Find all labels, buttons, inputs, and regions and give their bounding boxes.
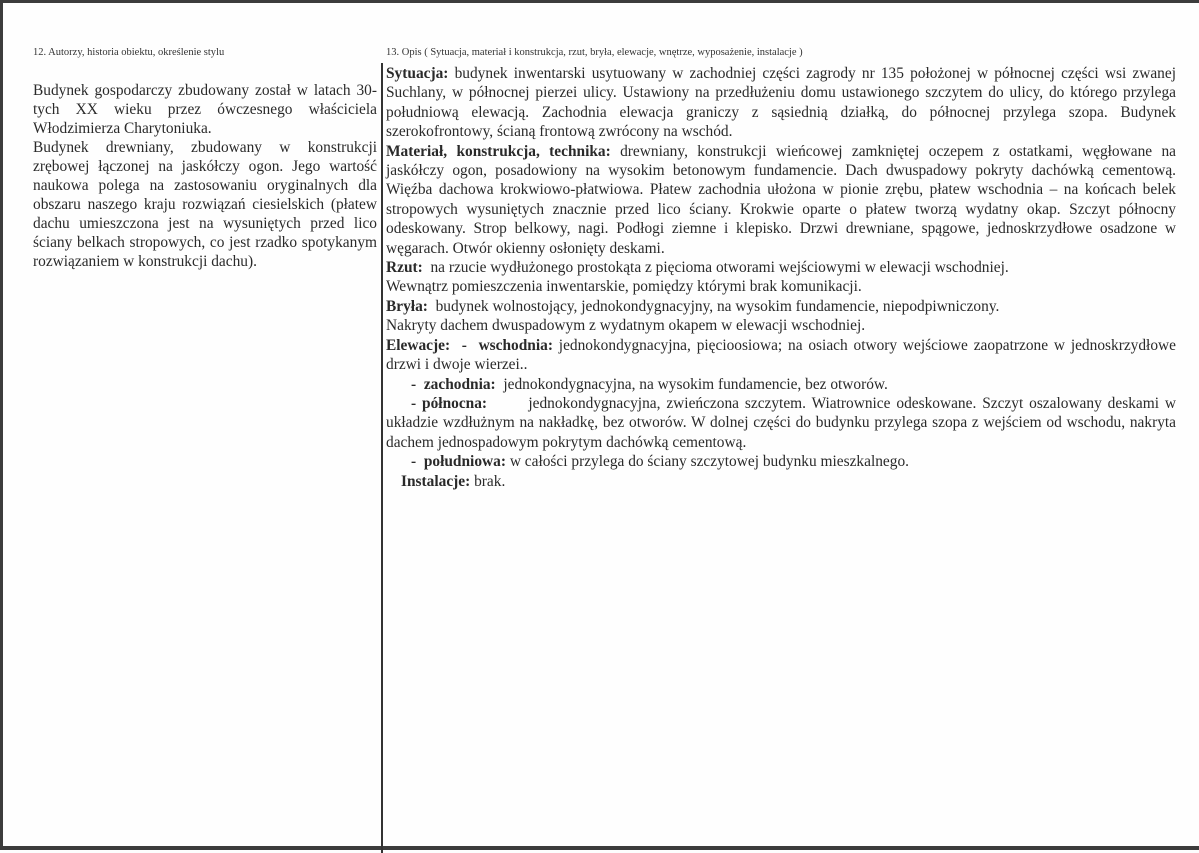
field-label-13: 13. Opis ( Sytuacja, materiał i konstrukcja, rzut, bryła, elewacje, wnętrze, wyposażenie, instalacje ) (386, 47, 803, 58)
material-text: drewniany, konstrukcji wieńcowej zamkniętej oczepem z ostatkami, węgłowane na jaskółczy ogon, posadowiony na wysokim betonowym fundamencie. Dach dwuspadowy pokryty dachówką cementową. Więźba dachowa krokwiowo-płatwiowa. Płatew zachodnia ułożona w pionie zrębu, płatew wschodnia – na końcach belek stropowych wysuniętych znacznie przed lico ściany. Krokwie oparte o płatew tworzą wydatny okap. Szczyt północny odeskowany. Strop belkowy, nagi. Podłogi ziemne i klepisko. Drzwi drewniane, spągowe, jednoskrzydłowe osadzone w węgarach. Otwór okienny osłonięty deskami. (386, 142, 1176, 257)
elewacja-name-zachodnia: zachodnia: (423, 375, 496, 393)
bryla-roof: Nakryty dachem dwuspadowym z wydatnym okapem w elewacji wschodniej. (386, 317, 866, 335)
bryla-text: budynek wolnostojący, jednokondygnacyjny, na wysokim fundamencie, niepodpiwniczony. (435, 297, 1000, 315)
field-label-12: 12. Autorzy, historia obiektu, określenie stylu (33, 47, 225, 58)
material-paragraph (386, 142, 1176, 258)
elewacje-poludniowa (386, 452, 1176, 471)
elewacje-polnocna (386, 394, 1176, 452)
rzut-heading: Rzut: (386, 259, 423, 277)
elewacja-text-wschodnia: jednokondygnacyjna, pięcioosiowa; na osiach otwory wejściowe zaopatrzone w jednoskrzydłowe drzwi i dwoje wierzei.. (386, 336, 1176, 374)
sytuacja-text: budynek inwentarski usytuowany w zachodniej części zagrody nr 135 położonej w północnej części wsi zwanej Suchlany, w północnej pierzei ulicy. Ustawiony na przedłużeniu domu ustawionego szczytem do ulicy, do którego przylega południową elewacją. Zachodnia elewacja graniczy z sąsiednią działką, do północnej przylega szopa. Budynek szerokofrontowy, ścianą frontową zwrócony na wschód. (386, 65, 1176, 141)
elewacja-prefix: - (411, 453, 417, 471)
elewacje-heading: Elewacje: (386, 336, 451, 354)
rzut-interior: Wewnątrz pomieszczenia inwentarskie, pomiędzy którymi brak komunikacji. (386, 278, 862, 296)
elewacja-text-zachodnia: jednokondygnacyjna, na wysokim fundamencie, bez otworów. (503, 375, 888, 393)
style-paragraph: Budynek drewniany, zbudowany w konstrukcji zrębowej łączonej na jaskółczy ogon. Jego wartość naukowa polega na zastosowaniu oryginalnych dla obszaru naszego kraju rozwiązań ciesielskich (płatew dachu umieszczona jest na wysuniętych przed lico ściany belkach stropowych, co jest rzadko spotykanym rozwiązaniem w konstrukcji dachu). (33, 139, 377, 270)
elewacja-text-poludniowa: w całości przylega do ściany szczytowej budynku mieszkalnego. (509, 453, 910, 471)
bryla-heading: Bryła: (386, 297, 428, 315)
elewacja-prefix: - (411, 394, 417, 412)
bryla-paragraph (386, 297, 1176, 316)
elewacja-prefix: - (461, 336, 467, 354)
sytuacja-paragraph (386, 64, 1176, 142)
elewacja-name-wschodnia: wschodnia: (478, 336, 553, 354)
rzut-paragraph (386, 258, 1176, 277)
elewacje-wschodnia (386, 336, 1176, 375)
instalacje-paragraph (386, 472, 1176, 491)
elewacja-prefix: - (411, 375, 417, 393)
column-divider (381, 63, 383, 853)
elewacja-name-polnocna: północna: (422, 394, 488, 412)
elewacja-text-polnocna: jednokondygnacyjna, zwieńczona szczytem. Wiatrownice odeskowane. Szczyt oszalowany deskami w układzie wzdłużnym na nakładkę, bez otworów. W dolnej części do budynku przylega szopa z wejściem od wschodu, nakryta dachem jednospadowym pokrytym dachówką cementową. (386, 394, 1176, 451)
material-heading: Materiał, konstrukcja, technika: (386, 142, 611, 160)
section-12-history (33, 47, 377, 271)
rzut-text: na rzucie wydłużonego prostokąta z pięcioma otworami wejściowymi w elewacji wschodniej. (430, 259, 1009, 277)
elewacje-zachodnia (386, 375, 1176, 394)
elewacja-name-poludniowa: południowa: (423, 453, 506, 471)
history-paragraph: Budynek gospodarczy zbudowany został w latach 30-tych XX wieku przez ówczesnego właściciela Włodzimierza Charytoniuka. (33, 82, 377, 137)
section-13-description (386, 47, 1176, 491)
sytuacja-heading: Sytuacja: (386, 65, 449, 82)
instalacje-heading: Instalacje: (401, 472, 471, 490)
instalacje-text: brak. (474, 472, 506, 490)
